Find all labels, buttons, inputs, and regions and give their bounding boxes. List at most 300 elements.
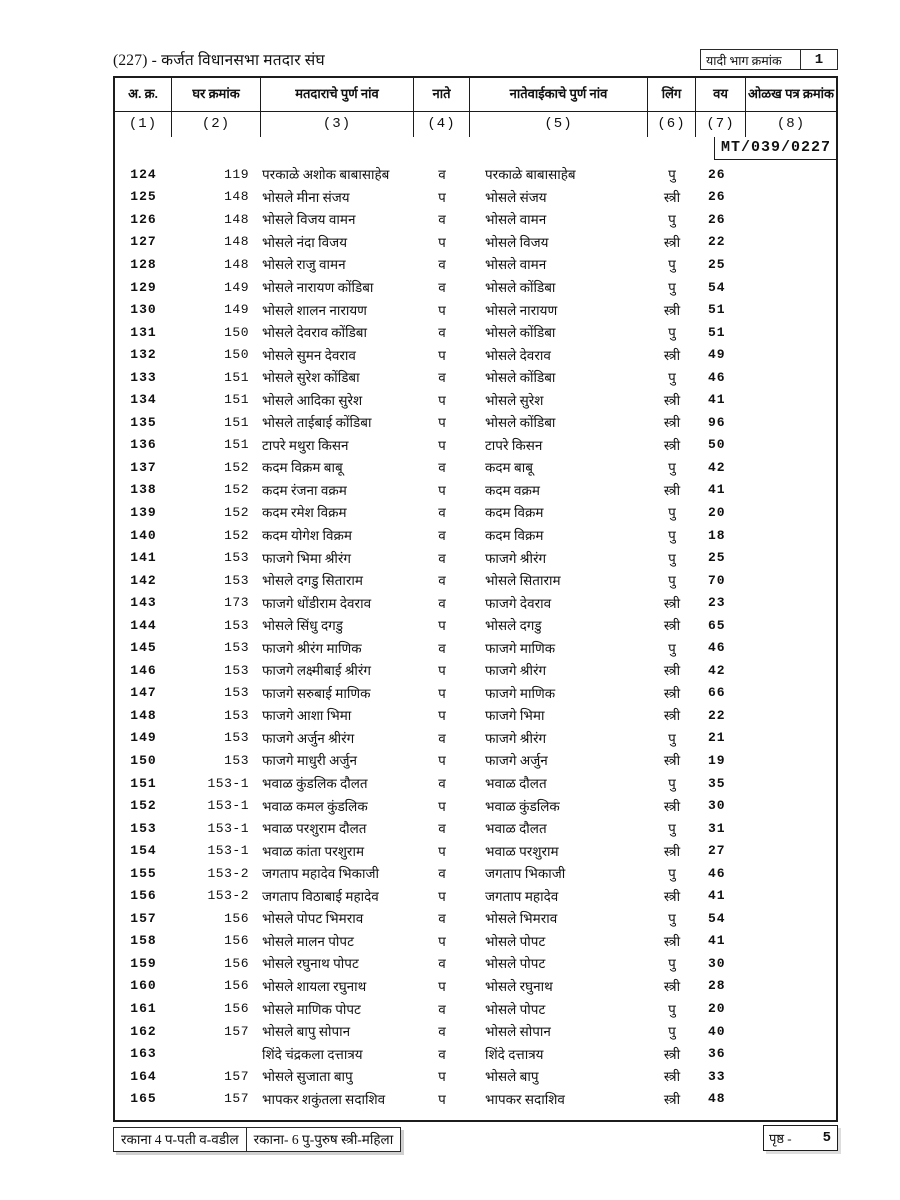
voter-row <box>115 817 836 840</box>
row-age: 46 <box>708 369 726 385</box>
row-relation: प <box>438 685 446 701</box>
row-relative-name: भोसले रघुनाथ <box>485 978 553 994</box>
voter-row <box>115 1087 836 1110</box>
row-relation: व <box>438 370 446 386</box>
row-relative-name: कदम विक्रम <box>485 528 544 544</box>
row-voter-name: भोसले आदिका सुरेश <box>262 392 363 408</box>
row-relative-name: भवाळ कुंडलिक <box>485 798 560 814</box>
row-gender: पु <box>668 821 676 837</box>
row-age: 49 <box>708 347 726 363</box>
row-serial: 160 <box>130 978 157 994</box>
row-voter-name: भोसले माणिक पोपट <box>262 1001 361 1017</box>
row-serial: 125 <box>130 189 157 205</box>
list-part-number-box <box>700 49 838 70</box>
voter-row <box>115 276 836 299</box>
voter-table-body <box>113 137 838 1122</box>
row-serial: 156 <box>130 888 157 904</box>
row-gender: स्त्री <box>663 618 681 634</box>
row-voter-name: फाजगे आशा भिमा <box>262 708 352 724</box>
row-relative-name: भोसले विजय <box>485 234 549 250</box>
row-age: 19 <box>708 752 726 768</box>
row-house-number: 151 <box>224 414 249 430</box>
row-voter-name: टापरे मथुरा किसन <box>262 437 349 453</box>
row-relative-name: भोसले कोंडिबा <box>485 280 556 295</box>
row-serial: 145 <box>130 640 157 656</box>
row-gender: स्त्री <box>663 708 681 724</box>
row-relation: व <box>438 911 446 927</box>
row-gender: स्त्री <box>663 753 681 769</box>
row-relation: व <box>438 866 446 882</box>
row-gender: पु <box>668 280 676 295</box>
row-house-number: 156 <box>224 933 249 949</box>
row-age: 25 <box>708 550 726 566</box>
row-relation: प <box>438 347 446 363</box>
row-age: 41 <box>708 888 726 904</box>
row-voter-name: भोसले बापु सोपान <box>262 1024 351 1040</box>
row-relation: व <box>438 1024 446 1040</box>
row-voter-name: परकाळे अशोक बाबासाहेब <box>262 167 390 183</box>
row-age: 41 <box>708 482 726 498</box>
row-house-number: 156 <box>224 1001 249 1016</box>
page-number-box <box>763 1125 838 1151</box>
row-voter-name: भोसले देवराव कोंडिबा <box>262 325 368 341</box>
row-age: 28 <box>708 978 726 994</box>
voter-row <box>115 456 836 479</box>
row-relation: प <box>438 888 446 904</box>
row-relation: प <box>438 437 446 453</box>
row-age: 41 <box>708 933 726 949</box>
row-age: 54 <box>708 910 726 926</box>
row-voter-name: भवाळ परशुराम दौलत <box>262 821 367 837</box>
doc-code: MT/039/0227 <box>714 137 836 160</box>
row-gender: पु <box>668 460 676 476</box>
row-gender: स्त्री <box>663 843 681 859</box>
voter-row <box>115 501 836 524</box>
row-relative-name: भोसले देवराव <box>485 347 551 363</box>
voter-row <box>115 930 836 953</box>
row-gender: स्त्री <box>663 595 681 611</box>
row-serial: 126 <box>130 211 157 227</box>
row-serial: 158 <box>130 933 157 949</box>
row-relative-name: परकाळे बाबासाहेब <box>485 167 576 183</box>
row-relation: प <box>438 415 446 431</box>
row-relation: प <box>438 933 446 949</box>
voter-row <box>115 772 836 795</box>
row-house-number: 153 <box>224 550 249 566</box>
row-relation: प <box>438 978 446 994</box>
voter-row <box>115 321 836 344</box>
row-voter-name: भोसले सुमन देवराव <box>262 347 356 363</box>
voter-row <box>115 163 836 186</box>
row-gender: स्त्री <box>663 1069 681 1085</box>
row-age: 27 <box>708 843 726 859</box>
row-relative-name: भोसले वामन <box>485 257 547 273</box>
header-label-row <box>115 78 836 112</box>
row-age: 23 <box>708 595 726 611</box>
row-relative-name: फाजगे श्रीरंग <box>485 550 547 566</box>
row-serial: 162 <box>130 1023 157 1039</box>
voter-row <box>115 839 836 862</box>
column-number-6: (6) <box>648 112 696 137</box>
row-serial: 161 <box>130 1001 157 1016</box>
row-voter-name: कदम रंजना वक्रम <box>262 482 347 498</box>
row-age: 96 <box>708 414 726 430</box>
row-gender: पु <box>668 212 676 228</box>
voter-row <box>115 682 836 705</box>
row-relative-name: जगताप महादेव <box>485 888 559 904</box>
row-relative-name: जगताप भिकाजी <box>485 866 566 882</box>
row-relation: प <box>438 708 446 724</box>
column-number-3: (3) <box>261 112 414 137</box>
voter-row <box>115 231 836 254</box>
header-serial: अ. क्र. <box>115 78 172 112</box>
row-voter-name: फाजगे श्रीरंग माणिक <box>262 640 362 656</box>
row-relation: व <box>438 505 446 521</box>
row-serial: 138 <box>130 482 157 498</box>
row-relative-name: भोसले पोपट <box>485 956 546 972</box>
row-age: 42 <box>708 662 726 678</box>
footer-legend-relation: रकाना 4 प-पती व-वडील <box>113 1127 247 1152</box>
row-voter-name: जगताप विठाबाई महादेव <box>262 888 379 904</box>
row-gender: पु <box>668 1001 676 1017</box>
row-age: 25 <box>708 256 726 272</box>
row-age: 20 <box>708 504 726 520</box>
row-voter-name: भोसले सुजाता बापु <box>262 1069 353 1085</box>
row-age: 20 <box>708 1001 726 1016</box>
row-relative-name: टापरे किसन <box>485 437 543 453</box>
row-serial: 157 <box>130 910 157 926</box>
row-serial: 132 <box>130 347 157 363</box>
voter-row <box>115 749 836 772</box>
row-relative-name: फाजगे अर्जुन <box>485 753 548 769</box>
row-voter-name: फाजगे धोंडीराम देवराव <box>262 595 372 611</box>
list-part-number: 1 <box>814 52 824 68</box>
row-gender: पु <box>668 776 676 792</box>
voter-row <box>115 952 836 975</box>
voter-row <box>115 524 836 547</box>
row-age: 36 <box>708 1046 726 1062</box>
row-gender: पु <box>668 640 676 656</box>
row-relative-name: भोसले संजय <box>485 189 547 205</box>
row-relation: व <box>438 460 446 476</box>
row-house-number: 153 <box>224 752 249 768</box>
row-relative-name: कदम विक्रम <box>485 505 544 521</box>
header-relative-name: नातेवाईकाचे पुर्ण नांव <box>470 78 648 112</box>
row-gender: स्त्री <box>663 685 681 701</box>
row-house-number: 150 <box>224 347 249 363</box>
row-serial: 143 <box>130 595 157 611</box>
row-voter-name: भोसले पोपट भिमराव <box>262 911 364 927</box>
row-age: 31 <box>708 820 726 836</box>
row-serial: 140 <box>130 527 157 543</box>
row-serial: 127 <box>130 234 157 250</box>
row-gender: स्त्री <box>663 978 681 994</box>
row-relation: व <box>438 821 446 837</box>
row-relative-name: भोसले कोंडिबा <box>485 325 556 341</box>
row-age: 18 <box>708 527 726 543</box>
row-relative-name: फाजगे भिमा <box>485 708 545 724</box>
row-relative-name: भोसले सोपान <box>485 1024 551 1040</box>
row-serial: 150 <box>130 752 157 768</box>
row-age: 70 <box>708 572 726 588</box>
voter-table-header <box>113 76 838 139</box>
header-age: वय <box>696 78 746 112</box>
voter-row <box>115 546 836 569</box>
row-voter-name: भापकर शकुंतला सदाशिव <box>262 1091 386 1107</box>
row-relation: प <box>438 753 446 769</box>
row-serial: 146 <box>130 662 157 678</box>
row-gender: पु <box>668 167 676 183</box>
row-serial: 164 <box>130 1068 157 1084</box>
row-gender: स्त्री <box>663 933 681 949</box>
row-house-number: 152 <box>224 504 249 520</box>
voter-row <box>115 907 836 930</box>
row-relation: प <box>438 663 446 679</box>
voter-row <box>115 727 836 750</box>
row-house-number: 149 <box>224 279 249 295</box>
row-voter-name: फाजगे सरुबाई माणिक <box>262 685 371 701</box>
row-relation: प <box>438 843 446 859</box>
row-age: 22 <box>708 707 726 723</box>
voter-row <box>115 794 836 817</box>
row-house-number: 153 <box>224 685 249 701</box>
row-voter-name: भवाळ कमल कुंडलिक <box>262 798 368 814</box>
row-relation: व <box>438 325 446 341</box>
row-house-number: 148 <box>224 256 249 272</box>
row-gender: पु <box>668 866 676 882</box>
page-number-value: 5 <box>822 1130 831 1146</box>
row-gender: पु <box>668 370 676 386</box>
voter-row <box>115 659 836 682</box>
row-gender: पु <box>668 1024 676 1040</box>
list-part-label: यादी भाग क्रमांक <box>701 50 801 69</box>
voter-row <box>115 614 836 637</box>
row-house-number: 153 <box>224 707 249 723</box>
row-age: 51 <box>708 324 726 340</box>
row-age: 35 <box>708 775 726 791</box>
row-voter-name: भवाळ कुंडलिक दौलत <box>262 776 368 792</box>
row-house-number: 150 <box>224 324 249 340</box>
voter-row <box>115 704 836 727</box>
row-relation: व <box>438 640 446 656</box>
row-relative-name: भोसले कोंडिबा <box>485 370 556 386</box>
row-gender: स्त्री <box>663 1046 681 1062</box>
row-relation: व <box>438 956 446 972</box>
row-house-number: 153-1 <box>207 798 249 814</box>
row-gender: पु <box>668 505 676 521</box>
row-relative-name: भोसले पोपट <box>485 1001 546 1017</box>
row-house-number: 157 <box>224 1091 249 1107</box>
row-house-number: 153-2 <box>207 888 249 904</box>
row-voter-name: भोसले शालन नारायण <box>262 302 367 318</box>
row-serial: 131 <box>130 324 157 340</box>
row-gender: स्त्री <box>663 189 681 205</box>
row-age: 30 <box>708 955 726 971</box>
row-voter-name: भोसले रघुनाथ पोपट <box>262 956 359 972</box>
row-voter-name: भोसले सुरेश कोंडिबा <box>262 370 360 386</box>
row-relation: प <box>438 482 446 498</box>
row-house-number: 119 <box>224 166 249 182</box>
row-relative-name: भोसले नारायण <box>485 302 558 318</box>
row-age: 50 <box>708 437 726 453</box>
row-house-number: 153 <box>224 640 249 656</box>
row-gender: पु <box>668 325 676 341</box>
row-house-number: 148 <box>224 234 249 250</box>
row-relative-name: भोसले वामन <box>485 212 547 228</box>
row-gender: स्त्री <box>663 347 681 363</box>
row-voter-name: भोसले नारायण कोंडिबा <box>262 280 374 295</box>
row-relative-name: फाजगे श्रीरंग <box>485 730 547 746</box>
voter-row <box>115 479 836 502</box>
row-relation: व <box>438 528 446 544</box>
voter-row <box>115 862 836 885</box>
row-serial: 144 <box>130 617 157 633</box>
column-number-2: (2) <box>172 112 261 137</box>
row-voter-name: शिंदे चंद्रकला दत्तात्रय <box>262 1046 363 1062</box>
row-serial: 153 <box>130 820 157 836</box>
row-voter-name: भोसले राजु वामन <box>262 257 346 273</box>
row-voter-name: भवाळ कांता परशुराम <box>262 843 365 859</box>
row-serial: 137 <box>130 459 157 475</box>
row-relation: व <box>438 776 446 792</box>
row-gender: स्त्री <box>663 798 681 814</box>
row-serial: 159 <box>130 955 157 971</box>
column-number-1: (1) <box>115 112 172 137</box>
row-relative-name: भोसले पोपट <box>485 933 546 949</box>
voter-row <box>115 1042 836 1065</box>
row-serial: 152 <box>130 798 157 814</box>
row-gender: स्त्री <box>663 1091 681 1107</box>
row-relation: व <box>438 212 446 228</box>
row-house-number: 153-1 <box>207 843 249 859</box>
row-gender: पु <box>668 573 676 589</box>
voter-row <box>115 253 836 276</box>
row-voter-name: फाजगे अर्जुन श्रीरंग <box>262 730 355 746</box>
row-relative-name: फाजगे श्रीरंग <box>485 663 547 679</box>
voter-row <box>115 636 836 659</box>
row-relative-name: भवाळ दौलत <box>485 821 547 837</box>
header-id-number: ओळख पत्र क्रमांक <box>746 78 836 112</box>
voter-row <box>115 343 836 366</box>
voter-row <box>115 434 836 457</box>
voter-row <box>115 1065 836 1088</box>
footer-legend-gender: रकाना- 6 पु-पुरुष स्त्री-महिला <box>247 1127 402 1152</box>
row-voter-name: फाजगे भिमा श्रीरंग <box>262 550 352 566</box>
row-house-number: 153-1 <box>207 820 249 836</box>
header-number-row <box>115 112 836 137</box>
voter-row <box>115 388 836 411</box>
row-serial: 135 <box>130 414 157 430</box>
row-serial: 142 <box>130 572 157 588</box>
row-relation: प <box>438 234 446 250</box>
row-relation: प <box>438 1091 446 1107</box>
row-age: 26 <box>708 166 726 182</box>
row-gender: स्त्री <box>663 415 681 431</box>
row-age: 21 <box>708 730 726 746</box>
row-relative-name: फाजगे देवराव <box>485 595 552 611</box>
row-house-number: 152 <box>224 527 249 543</box>
row-gender: पु <box>668 550 676 566</box>
row-serial: 124 <box>130 166 157 182</box>
row-gender: स्त्री <box>663 482 681 498</box>
row-gender: पु <box>668 730 676 746</box>
row-serial: 130 <box>130 302 157 318</box>
row-serial: 149 <box>130 730 157 746</box>
row-house-number: 156 <box>224 978 249 994</box>
row-gender: स्त्री <box>663 234 681 250</box>
row-house-number: 152 <box>224 482 249 498</box>
row-serial: 133 <box>130 369 157 385</box>
row-house-number: 151 <box>224 369 249 385</box>
row-serial: 139 <box>130 504 157 520</box>
row-voter-name: फाजगे लक्ष्मीबाई श्रीरंग <box>262 663 372 679</box>
row-voter-name: भोसले सिंधु दगडु <box>262 618 343 634</box>
row-relative-name: भवाळ दौलत <box>485 776 547 792</box>
voter-row <box>115 569 836 592</box>
row-age: 42 <box>708 459 726 475</box>
row-voter-name: फाजगे माधुरी अर्जुन <box>262 753 357 769</box>
row-voter-name: कदम विक्रम बाबू <box>262 460 343 476</box>
row-relative-name: फाजगे माणिक <box>485 640 556 656</box>
row-relation: प <box>438 1069 446 1085</box>
row-relative-name: कदम बाबू <box>485 460 533 476</box>
column-number-7: (7) <box>696 112 746 137</box>
row-relation: प <box>438 302 446 318</box>
voter-row <box>115 186 836 209</box>
row-house-number: 156 <box>224 910 249 926</box>
row-serial: 151 <box>130 775 157 791</box>
row-house-number: 156 <box>224 955 249 971</box>
row-relation: व <box>438 730 446 746</box>
row-voter-name: जगताप महादेव भिकाजी <box>262 866 380 882</box>
row-gender: पु <box>668 956 676 972</box>
footer-legend <box>113 1127 401 1152</box>
row-relative-name: भोसले कोंडिबा <box>485 415 556 431</box>
row-house-number: 148 <box>224 189 249 205</box>
row-house-number: 157 <box>224 1023 249 1039</box>
row-relation: व <box>438 595 446 611</box>
header-voter-name: मतदाराचे पुर्ण नांव <box>261 78 414 112</box>
voter-row <box>115 997 836 1020</box>
row-serial: 155 <box>130 865 157 881</box>
voter-row <box>115 591 836 614</box>
voter-row <box>115 208 836 231</box>
voter-rows <box>115 163 836 1110</box>
row-house-number: 153-1 <box>207 775 249 791</box>
row-gender: स्त्री <box>663 663 681 679</box>
row-age: 51 <box>708 302 726 318</box>
row-relative-name: भोसले बापु <box>485 1069 539 1085</box>
row-gender: पु <box>668 528 676 544</box>
row-house-number: 157 <box>224 1068 249 1084</box>
row-house-number: 152 <box>224 459 249 475</box>
row-serial: 129 <box>130 279 157 295</box>
row-relation: प <box>438 618 446 634</box>
row-gender: स्त्री <box>663 437 681 453</box>
row-relative-name: शिंदे दत्तात्रय <box>485 1046 544 1062</box>
row-age: 46 <box>708 865 726 881</box>
row-relation: प <box>438 189 446 205</box>
row-relation: व <box>438 167 446 183</box>
row-house-number: 151 <box>224 437 249 453</box>
row-age: 66 <box>708 685 726 701</box>
header-house-number: घर क्रमांक <box>172 78 261 112</box>
row-relation: व <box>438 280 446 295</box>
row-relation: व <box>438 1046 446 1062</box>
row-age: 48 <box>708 1091 726 1107</box>
row-age: 33 <box>708 1068 726 1084</box>
voter-row <box>115 411 836 434</box>
